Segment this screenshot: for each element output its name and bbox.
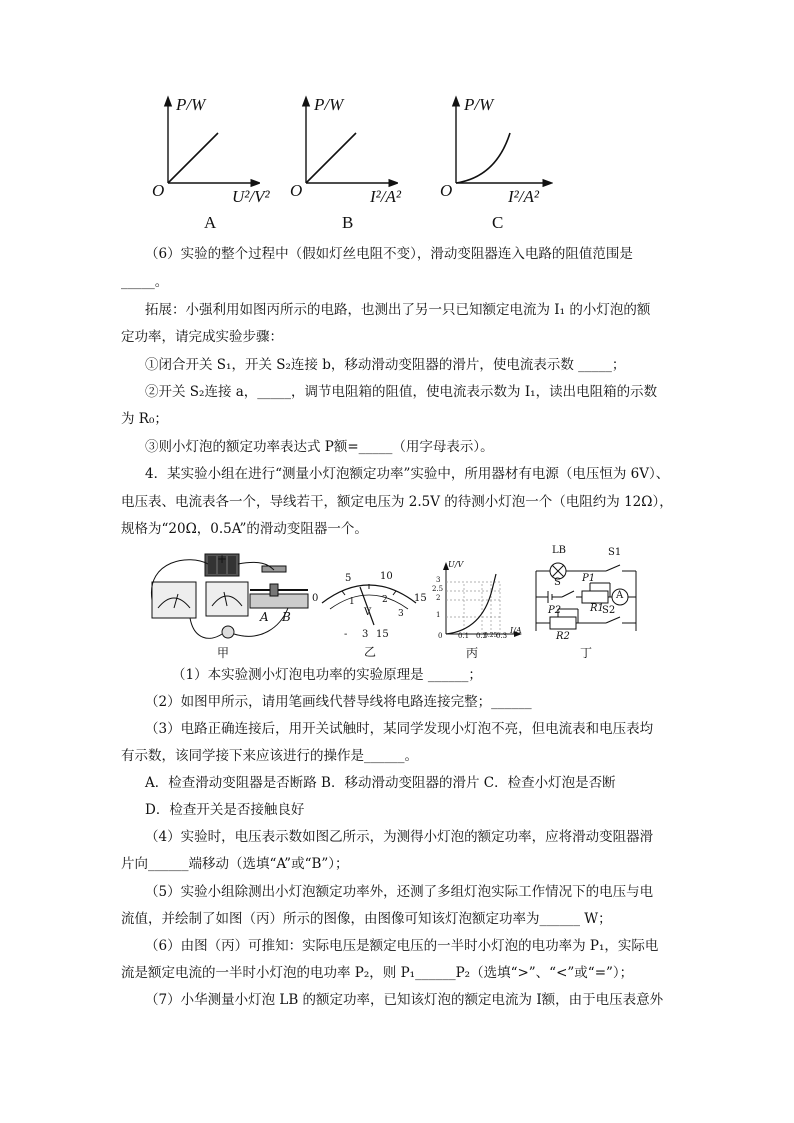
graph-b-letter: B xyxy=(342,213,354,232)
ext-step2a: ②开关 S₂连接 a，_____，调节电阻箱的阻值，使电流表示数为 I₁，读出电阻箱的示数 xyxy=(145,384,658,400)
q4-sub4b: 片向______端移动（选填“A”或“B”）； xyxy=(121,856,349,872)
graph-c-letter: C xyxy=(492,213,504,232)
ding-p2: P2 xyxy=(548,605,562,616)
q4-opt-d: D．检查开关是否接触良好 xyxy=(145,802,305,818)
yi-t0: 0 xyxy=(312,593,319,604)
figure-yi xyxy=(312,565,427,660)
yi-n3: 3 xyxy=(362,629,369,640)
ext-step3: ③则小灯泡的额定功率表达式 P额=_____（用字母表示）。 xyxy=(145,439,494,455)
figure-bing xyxy=(432,560,522,660)
graph-b-xlabel: I²/A² xyxy=(370,187,401,206)
bing-y2: 2 xyxy=(436,594,441,602)
graph-a-ylabel: P/W xyxy=(176,95,206,114)
graph-a-letter: A xyxy=(204,213,217,232)
yi-minus: - xyxy=(344,629,348,640)
yi-t15: 15 xyxy=(414,593,427,604)
yi-n15: 15 xyxy=(376,629,389,640)
graph-a-xlabel: U²/V² xyxy=(232,187,270,206)
jia-label: 甲 xyxy=(217,646,230,660)
yi-t5: 5 xyxy=(345,573,352,584)
yi-t10: 10 xyxy=(380,571,393,582)
q4-sub1: （1）本实验测小灯泡电功率的实验原理是 ______； xyxy=(172,667,482,683)
apparatus-drawing xyxy=(150,550,310,646)
bing-origin: 0 xyxy=(438,632,443,640)
yi-i1: 1 xyxy=(349,597,355,607)
q4-sub3a: （3）电路正确连接后，用开关试触时，某同学发现小灯泡不亮，但电流表和电压表均 xyxy=(145,721,654,737)
bing-x01: 0.1 xyxy=(458,632,470,640)
graph-c-xlabel: I²/A² xyxy=(508,187,539,206)
ext-step1: ①闭合开关 S₁，开关 S₂连接 b，移动滑动变阻器的滑片，使电流表示数 _____； xyxy=(145,357,626,373)
graph-c xyxy=(438,95,563,235)
ext-line1: 拓展：小强利用如图丙所示的电路，也测出了另一只已知额定电流为 I₁ 的小灯泡的额 xyxy=(145,302,651,318)
ding-s: S xyxy=(554,577,561,588)
figure-ding xyxy=(528,545,643,660)
ding-s1: S1 xyxy=(608,547,622,558)
q4-sub5b: 流值，并绘制了如图（丙）所示的图像，由图像可知该灯泡额定功率为______ W； xyxy=(121,911,612,927)
yi-unit: V xyxy=(364,607,372,618)
q4-intro3: 规格为“20Ω，0.5A”的滑动变阻器一个。 xyxy=(121,521,368,537)
ext-line2: 定功率，请完成实验步骤： xyxy=(121,329,283,345)
ding-a: A xyxy=(616,590,624,601)
graph-a xyxy=(150,95,270,235)
yi-i3: 3 xyxy=(398,609,404,619)
ding-p1: P1 xyxy=(582,573,596,584)
ding-r2: R2 xyxy=(556,631,570,642)
q4-sub4a: （4）实验时，电压表示数如图乙所示，为测得小灯泡的额定功率，应将滑动变阻器滑 xyxy=(145,829,654,845)
graph-c-axes xyxy=(438,95,553,190)
ding-label: 丁 xyxy=(580,646,593,660)
bing-y25: 2.5 xyxy=(432,585,444,593)
bing-y3: 3 xyxy=(436,576,441,584)
q6-line1: （6）实验的整个过程中（假如灯丝电阻不变），滑动变阻器连入电路的阻值范围是 xyxy=(145,246,633,262)
q4-sub3b: 有示数，该同学接下来应该进行的操作是______。 xyxy=(121,748,418,764)
circuit-diagram xyxy=(528,545,643,645)
figure-jia xyxy=(150,550,310,660)
q4-sub6a: （6）由图（丙）可推知：实际电压是额定电压的一半时小灯泡的电功率为 P₁，实际电 xyxy=(145,938,659,954)
jia-b: B xyxy=(282,610,291,624)
ding-r1: R1 xyxy=(590,603,604,614)
ui-graph xyxy=(432,560,522,640)
yi-i2: 2 xyxy=(382,595,388,605)
jia-plus: + xyxy=(217,552,228,566)
graph-a-origin: O xyxy=(152,181,165,200)
q4-opt-abc: A．检查滑动变阻器是否断路 B．移动滑动变阻器的滑片 C．检查小灯泡是否断 xyxy=(145,775,616,791)
q4-sub5a: （5）实验小组除测出小灯泡额定功率外，还测了多组灯泡实际工作情况下的电压与电 xyxy=(145,884,654,900)
ding-lb: LB xyxy=(552,545,566,556)
bing-x025: 0.25 xyxy=(484,632,498,639)
ext-step2b: 为 R₀； xyxy=(121,411,168,427)
bing-label: 丙 xyxy=(466,646,479,660)
q4-sub2: （2）如图甲所示，请用笔画线代替导线将电路连接完整；______ xyxy=(145,694,532,710)
bing-x02: 0.2 xyxy=(476,632,488,640)
graph-c-origin: O xyxy=(440,181,453,200)
ding-s2: S2 xyxy=(602,605,616,616)
q4-sub7: （7）小华测量小灯泡 LB 的额定功率，已知该灯泡的额定电流为 I额，由于电压表意外 xyxy=(145,992,664,1008)
voltmeter-dial xyxy=(312,565,427,635)
q4-sub6b: 流是额定电流的一半时小灯泡的电功率 P₂，则 P₁______P₂（选填“>”、“<”或“=”）； xyxy=(121,965,634,981)
graph-b-ylabel: P/W xyxy=(314,95,344,114)
jia-a: A xyxy=(260,610,269,624)
q4-intro1: 4．某实验小组在进行“测量小灯泡额定功率”实验中，所用器材有电源（电压恒为 6V）、 xyxy=(145,466,670,482)
graph-c-ylabel: P/W xyxy=(464,95,494,114)
bing-y1: 1 xyxy=(436,611,441,619)
bing-ylabel: U/V xyxy=(448,560,464,569)
bing-x03: 0.3 xyxy=(496,632,508,640)
graph-b-origin: O xyxy=(290,181,303,200)
q6-line2: _____。 xyxy=(121,274,169,290)
yi-label: 乙 xyxy=(364,645,377,659)
graph-b xyxy=(288,95,408,235)
q4-intro2: 电压表、电流表各一个，导线若干，额定电压为 2.5V 的待测小灯泡一个（电阻约为 12Ω）， xyxy=(121,494,673,510)
bing-xlabel: I/A xyxy=(510,626,522,635)
